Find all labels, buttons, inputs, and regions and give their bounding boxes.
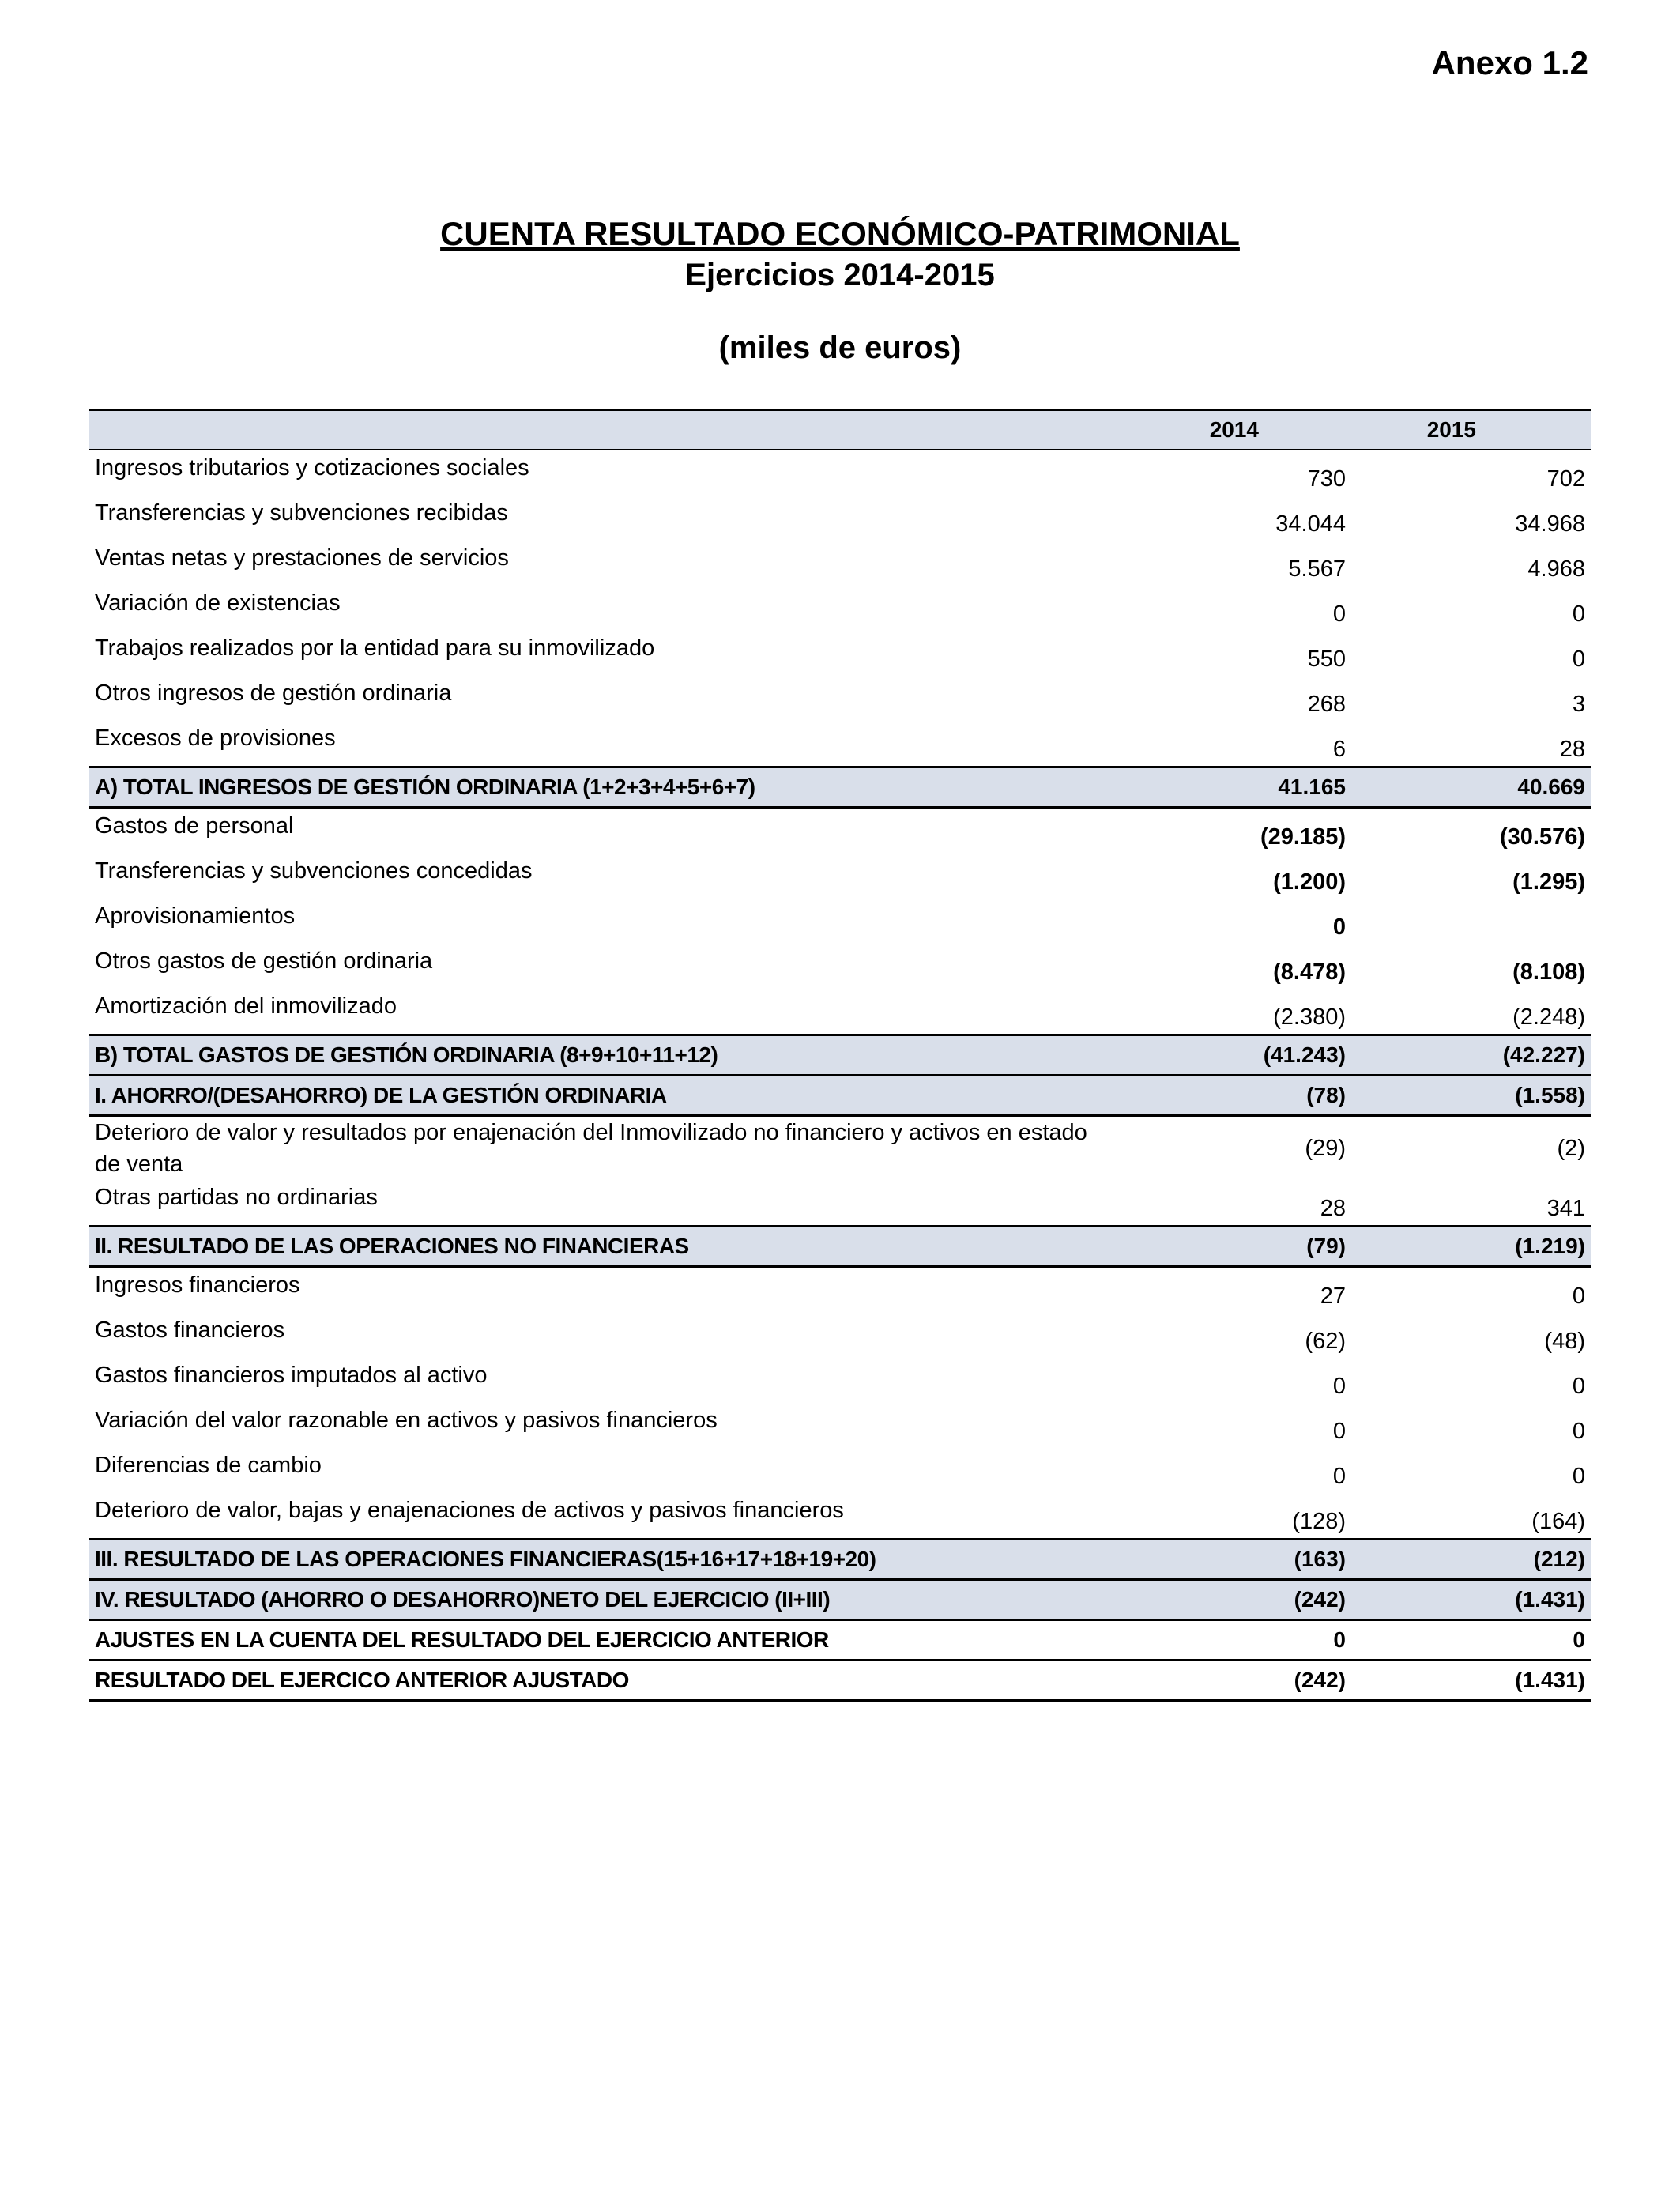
row-value-2015: 0 [1572, 1374, 1585, 1399]
row-value-2014: 730 [1307, 466, 1346, 492]
row-value-2015: 341 [1546, 1196, 1585, 1221]
table-row [89, 944, 1591, 989]
row-label: Amortización del inmovilizado [95, 993, 397, 1019]
row-label: Ingresos tributarios y cotizaciones sociales [95, 455, 529, 481]
report-units: (miles de euros) [718, 330, 962, 365]
row-value-2014: 268 [1307, 692, 1346, 717]
table-row [89, 1116, 1591, 1181]
total-value-2015: (42.227) [1377, 1035, 1591, 1076]
table-row [89, 1313, 1591, 1358]
table-row [89, 721, 1591, 767]
total-value-2014: (79) [1093, 1227, 1377, 1267]
row-value-2015: 28 [1559, 737, 1585, 762]
row-value-2015: (48) [1544, 1329, 1585, 1354]
row-label: Otros gastos de gestión ordinaria [95, 948, 433, 974]
row-label: Ventas netas y prestaciones de servicios [95, 545, 509, 571]
row-value-2015: 0 [1572, 1284, 1585, 1309]
table-row [89, 899, 1591, 944]
row-label: Deterioro de valor, bajas y enajenaciones de activos y pasivos financieros [95, 1498, 844, 1523]
income-statement-table [89, 409, 1591, 1702]
total-row [89, 1035, 1591, 1076]
table-row [89, 1358, 1591, 1403]
total-value-2014: (242) [1093, 1580, 1377, 1620]
row-value-2014: 5.567 [1288, 556, 1346, 582]
row-value-2015: 702 [1546, 466, 1585, 492]
row-label: Otros ingresos de gestión ordinaria [95, 680, 452, 706]
total-value-2015: 40.669 [1377, 767, 1591, 808]
report-subtitle: Ejercicios 2014-2015 [685, 258, 995, 292]
header-year-2014: 2014 [1093, 410, 1377, 450]
total-label: III. RESULTADO DE LAS OPERACIONES FINANCIERAS(15+16+17+18+19+20) [89, 1540, 1093, 1580]
row-value-2015: (30.576) [1499, 824, 1585, 850]
table-header-row [89, 410, 1591, 450]
row-value-2015: (164) [1531, 1509, 1585, 1534]
total-label: RESULTADO DEL EJERCICO ANTERIOR AJUSTADO [89, 1661, 1093, 1701]
row-label: Excesos de provisiones [95, 726, 336, 751]
row-label: Variación del valor razonable en activos y pasivos financieros [95, 1408, 718, 1433]
total-label: II. RESULTADO DE LAS OPERACIONES NO FINANCIERAS [89, 1227, 1093, 1267]
row-value-2015: (2) [1557, 1135, 1585, 1161]
row-value-2015: 0 [1572, 1464, 1585, 1489]
row-value-2015: 4.968 [1527, 556, 1585, 582]
row-label: Trabajos realizados por la entidad para su inmovilizado [95, 635, 655, 661]
total-label: AJUSTES EN LA CUENTA DEL RESULTADO DEL EJERCICIO ANTERIOR [89, 1620, 1093, 1661]
row-value-2015 [1377, 899, 1591, 944]
table-row [89, 1180, 1591, 1227]
row-value-2015: 0 [1572, 601, 1585, 627]
row-value-2015: 0 [1572, 647, 1585, 672]
table-row [89, 808, 1591, 854]
table-row [89, 1267, 1591, 1314]
row-label: Gastos financieros [95, 1318, 285, 1343]
title-block [0, 213, 1680, 368]
row-label: Aprovisionamientos [95, 903, 296, 929]
row-label: Deterioro de valor y resultados por enajenación del Inmovilizado no financiero y activos en estado de venta [95, 1120, 1087, 1177]
total-value-2015: (212) [1377, 1540, 1591, 1580]
row-label: Gastos financieros imputados al activo [95, 1363, 488, 1388]
row-value-2014: 0 [1332, 1464, 1346, 1489]
row-value-2014: (29.185) [1260, 824, 1346, 850]
row-value-2015: 3 [1572, 692, 1585, 717]
row-label: Otras partidas no ordinarias [95, 1185, 378, 1210]
row-value-2015: 34.968 [1515, 511, 1585, 537]
row-label: Transferencias y subvenciones concedidas [95, 858, 533, 884]
total-row [89, 1540, 1591, 1580]
row-label: Gastos de personal [95, 813, 294, 839]
total-value-2014: (78) [1093, 1076, 1377, 1116]
row-value-2015: (2.248) [1512, 1005, 1585, 1030]
total-label: IV. RESULTADO (AHORRO O DESAHORRO)NETO DEL EJERCICIO (II+III) [89, 1580, 1093, 1620]
header-label-cell [89, 410, 1093, 450]
row-value-2014: 0 [1332, 1419, 1346, 1444]
row-value-2014: (1.200) [1273, 869, 1346, 895]
total-label: I. AHORRO/(DESAHORRO) DE LA GESTIÓN ORDINARIA [89, 1076, 1093, 1116]
row-value-2014: 27 [1320, 1284, 1346, 1309]
total-value-2014: (242) [1093, 1661, 1377, 1701]
total-row [89, 1661, 1591, 1701]
table-row [89, 541, 1591, 586]
row-value-2014: (29) [1305, 1135, 1346, 1161]
total-label: A) TOTAL INGRESOS DE GESTIÓN ORDINARIA (1+2+3+4+5+6+7) [89, 767, 1093, 808]
table-row [89, 989, 1591, 1035]
row-label: Diferencias de cambio [95, 1453, 322, 1478]
total-row [89, 1580, 1591, 1620]
row-value-2015: (1.295) [1512, 869, 1585, 895]
table-row [89, 1403, 1591, 1448]
row-value-2014: (8.478) [1273, 959, 1346, 985]
row-value-2015: 0 [1572, 1419, 1585, 1444]
total-value-2015: (1.219) [1377, 1227, 1591, 1267]
total-value-2014: (41.243) [1093, 1035, 1377, 1076]
row-value-2015: (8.108) [1512, 959, 1585, 985]
annex-label: Anexo 1.2 [1431, 44, 1588, 81]
row-value-2014: (128) [1292, 1509, 1346, 1534]
total-value-2014: (163) [1093, 1540, 1377, 1580]
total-value-2014: 0 [1093, 1620, 1377, 1661]
row-value-2014: 550 [1307, 647, 1346, 672]
row-value-2014: 0 [1332, 601, 1346, 627]
total-value-2015: (1.558) [1377, 1076, 1591, 1116]
total-value-2015: 0 [1377, 1620, 1591, 1661]
total-row [89, 1076, 1591, 1116]
total-value-2015: (1.431) [1377, 1661, 1591, 1701]
header-year-2015: 2015 [1377, 410, 1591, 450]
table-row [89, 676, 1591, 721]
row-value-2014: (62) [1305, 1329, 1346, 1354]
row-label: Transferencias y subvenciones recibidas [95, 500, 508, 526]
total-value-2015: (1.431) [1377, 1580, 1591, 1620]
total-label: B) TOTAL GASTOS DE GESTIÓN ORDINARIA (8+9+10+11+12) [89, 1035, 1093, 1076]
row-value-2014: 0 [1332, 1374, 1346, 1399]
total-row [89, 1620, 1591, 1661]
table-row [89, 586, 1591, 631]
table-row [89, 631, 1591, 676]
table-row [89, 854, 1591, 899]
table-row [89, 1448, 1591, 1493]
row-value-2014: 0 [1332, 914, 1346, 940]
row-value-2014: 34.044 [1275, 511, 1346, 537]
table-row [89, 496, 1591, 541]
total-row [89, 1227, 1591, 1267]
table-row [89, 1493, 1591, 1540]
total-value-2014: 41.165 [1093, 767, 1377, 808]
row-label: Ingresos financieros [95, 1272, 300, 1298]
report-title: CUENTA RESULTADO ECONÓMICO-PATRIMONIAL [440, 215, 1240, 252]
row-label: Variación de existencias [95, 590, 341, 616]
total-row [89, 767, 1591, 808]
row-value-2014: 6 [1332, 737, 1346, 762]
table-row [89, 450, 1591, 496]
row-value-2014: 28 [1320, 1196, 1346, 1221]
row-value-2014: (2.380) [1273, 1005, 1346, 1030]
